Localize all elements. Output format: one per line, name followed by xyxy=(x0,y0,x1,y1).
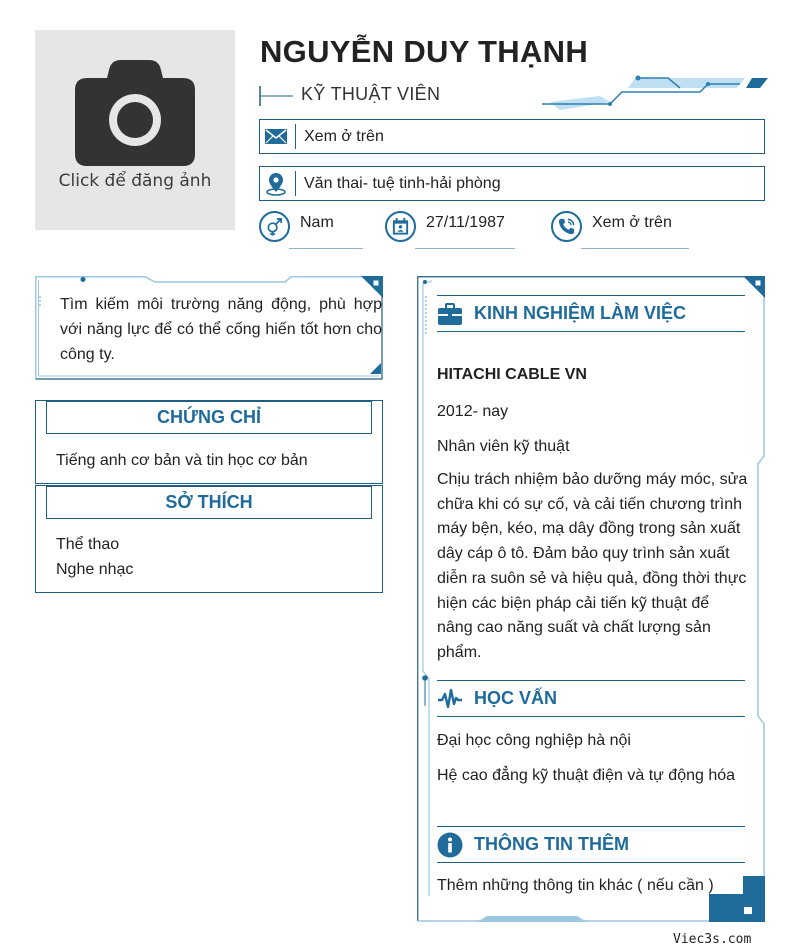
gender-underline xyxy=(289,248,363,249)
birthday-underline xyxy=(415,248,515,249)
camera-icon xyxy=(75,60,195,166)
pulse-icon xyxy=(437,686,463,712)
work-period: 2012- nay xyxy=(437,403,509,420)
avatar-placeholder[interactable] xyxy=(35,30,235,230)
separator xyxy=(295,124,296,149)
title-marker-line xyxy=(259,86,293,106)
separator xyxy=(295,171,296,196)
candidate-name: NGUYỄN DUY THẠNH xyxy=(260,34,589,69)
circuit-decoration xyxy=(540,74,770,114)
certificates-title: CHỨNG CHỈ xyxy=(46,401,372,434)
watermark-text: Viec3s.com xyxy=(673,932,752,947)
location-pin-icon xyxy=(264,172,288,196)
extra-info-title: THÔNG TIN THÊM xyxy=(474,834,629,854)
mail-icon xyxy=(264,125,288,149)
career-objective xyxy=(35,276,383,380)
certificate-item: Tiếng anh cơ bản và tin học cơ bản xyxy=(56,452,308,469)
email-value: Xem ở trên xyxy=(304,128,384,145)
extra-info-header xyxy=(437,826,745,863)
degree-name: Hệ cao đẳng kỹ thuật điện và tự động hóa xyxy=(437,767,736,784)
work-description: Chịu trách nhiệm bảo dưỡng máy móc, sửa chữa khi có sự cố, và cải tiến chương trình máy bện, kéo, mạ dây đồng trong sản xuất dây cáp ô tô. Đảm bảo quy trình sản xuất diễn ra suôn sẻ và hiệu quả, đồng thời thực hiện các biện pháp cải tiến kỹ thuật để nâng cao năng suất và chất lượng sản phẩm. xyxy=(437,471,748,661)
education-title: HỌC VẤN xyxy=(474,688,558,708)
phone-icon-badge xyxy=(551,211,582,242)
phone-underline xyxy=(581,248,689,249)
email-row xyxy=(259,119,765,154)
hobby-item: Thể thao xyxy=(56,536,120,553)
hobbies-title: SỞ THÍCH xyxy=(46,486,372,519)
extra-info-text: Thêm những thông tin khác ( nếu cần ) xyxy=(437,877,714,894)
certificates-section xyxy=(35,400,383,484)
phone-value: Xem ở trên xyxy=(592,214,672,231)
phone-icon xyxy=(557,217,576,236)
job-title: KỸ THUẬT VIÊN xyxy=(301,84,441,104)
gender-icon-badge xyxy=(259,211,290,242)
calendar-icon xyxy=(391,217,410,236)
company-name: HITACHI CABLE VN xyxy=(437,366,587,383)
calendar-icon-badge xyxy=(385,211,416,242)
gender-value: Nam xyxy=(300,214,334,231)
briefcase-icon xyxy=(437,301,463,327)
gender-icon xyxy=(265,217,284,236)
work-position: Nhân viên kỹ thuật xyxy=(437,438,570,455)
education-header xyxy=(437,680,745,717)
address-row xyxy=(259,166,765,201)
experience-header xyxy=(437,295,745,332)
school-name: Đại học công nghiệp hà nội xyxy=(437,732,631,749)
hobby-item: Nghe nhạc xyxy=(56,561,134,578)
info-icon xyxy=(437,832,463,858)
objective-text: Tìm kiếm môi trường năng động, phù hợp với năng lực để có thể cống hiến tốt hơn cho công ty. xyxy=(60,296,382,363)
hobbies-section xyxy=(35,485,383,593)
birthday-value: 27/11/1987 xyxy=(426,214,505,231)
experience-title: KINH NGHIỆM LÀM VIỆC xyxy=(474,303,687,323)
photo-upload-label: Click để đăng ảnh xyxy=(58,171,212,191)
address-value: Văn thai- tuệ tinh-hải phòng xyxy=(304,175,501,192)
